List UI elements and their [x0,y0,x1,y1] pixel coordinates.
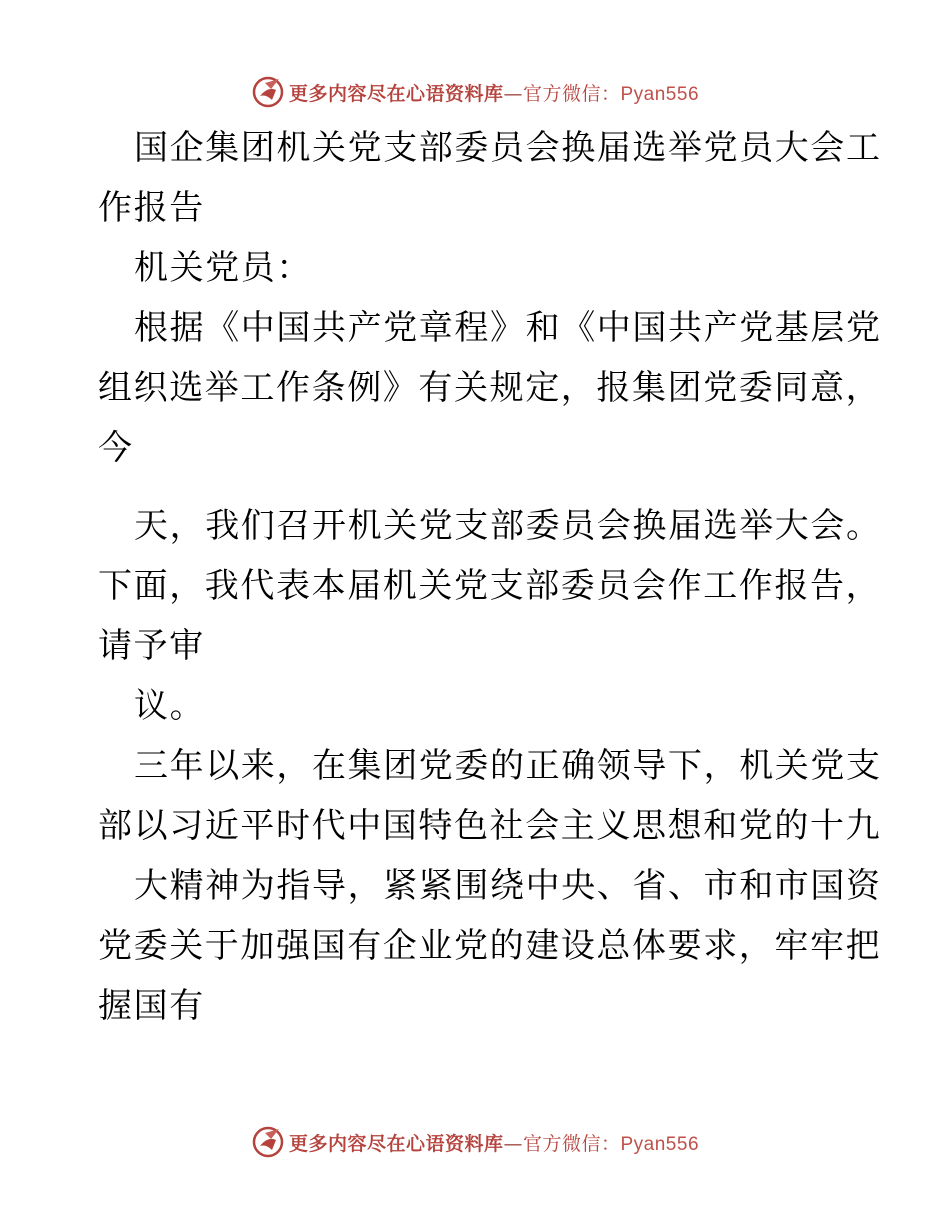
paragraph-line: 议。 [134,686,206,726]
banner-dash: — [503,1132,523,1155]
book-pen-logo-icon [251,75,285,109]
banner-main-text: 更多内容尽在心语资料库 [288,82,504,105]
book-pen-logo-icon [251,1125,285,1159]
banner-official-text: 官方微信： [522,82,621,105]
paragraph-line: 请予审 [98,626,205,666]
paragraph-line: 组织选举工作条例》有关规定，报集团党委同意， [98,368,882,408]
paragraph-line: 党委关于加强国有企业党的建设总体要求，牢牢把 [98,926,882,966]
title-line-2: 作报告 [98,188,205,228]
paragraph-line: 大精神为指导，紧紧围绕中央、省、市和市国资 [134,866,882,906]
banner-official-text: 官方微信： [522,1132,621,1155]
banner-main-text: 更多内容尽在心语资料库 [288,1132,504,1155]
banner-text [289,1129,699,1156]
paragraph-line: 今 [98,428,134,468]
salutation: 机关党员： [134,248,312,288]
paragraph-line: 天，我们召开机关党支部委员会换届选举大会。 [134,506,882,546]
spacer [98,484,858,502]
banner-wechat-id: Pyan556 [620,83,700,105]
footer-banner [0,1122,950,1162]
paragraph-line: 握国有 [98,986,205,1026]
document-body [98,124,882,1042]
paragraph-line: 下面，我代表本届机关党支部委员会作工作报告， [98,566,882,606]
banner-text [289,79,699,106]
banner-wechat-id: Pyan556 [620,1133,700,1155]
title-line-1: 国企集团机关党支部委员会换届选举党员大会工 [134,128,882,168]
header-banner [0,72,950,112]
paragraph-line: 部以习近平时代中国特色社会主义思想和党的十九 [98,806,882,846]
paragraph-line: 三年以来，在集团党委的正确领导下，机关党支 [134,746,882,786]
paragraph-line: 根据《中国共产党章程》和《中国共产党基层党 [134,308,882,348]
banner-dash: — [503,82,523,105]
